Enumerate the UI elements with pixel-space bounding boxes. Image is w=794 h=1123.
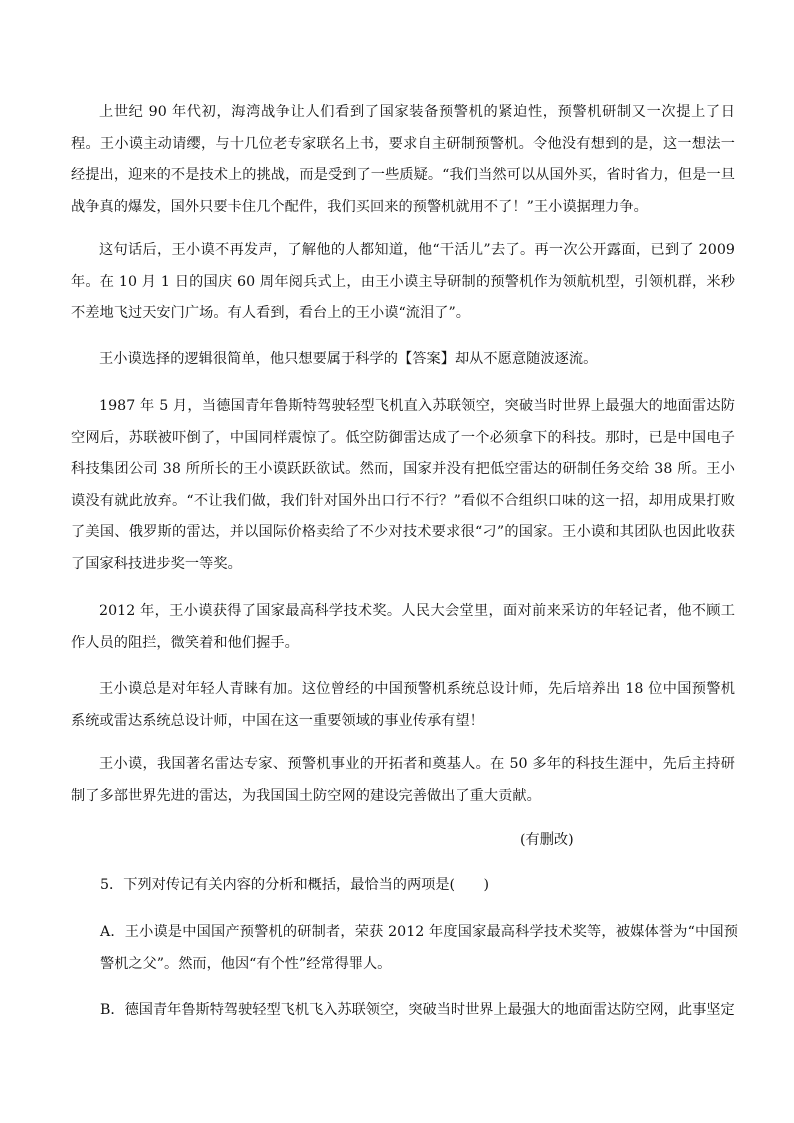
passage-paragraph-6: 王小谟总是对年轻人青睐有加。这位曾经的中国预警机系统总设计师，先后培养出 18 位中国预警机系统或雷达系统总设计师，中国在这一重要领域的事业传承有望！	[71, 681, 735, 729]
option-b: B．德国青年鲁斯特驾驶轻型飞机飞入苏联领空，突破当时世界上最强大的地面雷达防空网，此事坚定	[100, 1002, 735, 1018]
passage-paragraph-4: 1987 年 5 月，当德国青年鲁斯特驾驶轻型飞机直入苏联领空，突破当时世界上最强大的地面雷达防空网后，苏联被吓倒了，中国同样震惊了。低空防御雷达成了一个必须拿下的科技。那时，已是中国电子科技集团公司 38 所所长的王小谟跃跃欲试。然而，国家并没有把低空雷达的研制任务交给 38 所。王小谟没有就此放弃。“不让我们做，我们针对国外出口行不行？”看似不合组织口味的这一招，却用成果打败了美国、俄罗斯的雷达，并以国际价格卖给了不少对技术要求很“刁”的国家。王小谟和其团队也因此收获了国家科技进步奖一等奖。	[71, 398, 735, 572]
question-stem: 5．下列对传记有关内容的分析和概括，最恰当的两项是( )	[100, 877, 489, 893]
passage-paragraph-7: 王小谟，我国著名雷达专家、预警机事业的开拓者和奠基人。在 50 多年的科技生涯中，先后主持研制了多部世界先进的雷达，为我国国土防空网的建设完善做出了重大贡献。	[71, 756, 735, 804]
passage-paragraph-2: 这句话后，王小谟不再发声，了解他的人都知道，他“干活儿”去了。再一次公开露面，已到了 2009 年。在 10 月 1 日的国庆 60 周年阅兵式上，由王小谟主导研制的预警机作为领航机型，引领机群，米秒不差地飞过天安门广场。有人看到，看台上的王小谟“流泪了”。	[71, 242, 735, 321]
passage-paragraph-1: 上世纪 90 年代初，海湾战争让人们看到了国家装备预警机的紧迫性，预警机研制又一次提上了日程。王小谟主动请缨，与十几位老专家联名上书，要求自主研制预警机。令他没有想到的是，这一想法一经提出，迎来的不是技术上的挑战，而是受到了一些质疑。“我们当然可以从国外买，省时省力，但是一旦战争真的爆发，国外只要卡住几个配件，我们买回来的预警机就用不了！”王小谟据理力争。	[71, 104, 735, 215]
passage-paragraph-3: 王小谟选择的逻辑很简单，他只想要属于科学的【答案】却从不愿意随波逐流。	[99, 351, 598, 367]
passage-paragraph-5: 2012 年，王小谟获得了国家最高科学技术奖。人民大会堂里，面对前来采访的年轻记者，他不顾工作人员的阻拦，微笑着和他们握手。	[71, 603, 735, 651]
option-a: A．王小谟是中国国产预警机的研制者，荣获 2012 年度国家最高科学技术奖等，被媒体誉为“中国预警机之父”。然而，他因“有个性”经常得罪人。	[100, 924, 738, 972]
source-note: (有删改)	[520, 832, 574, 848]
